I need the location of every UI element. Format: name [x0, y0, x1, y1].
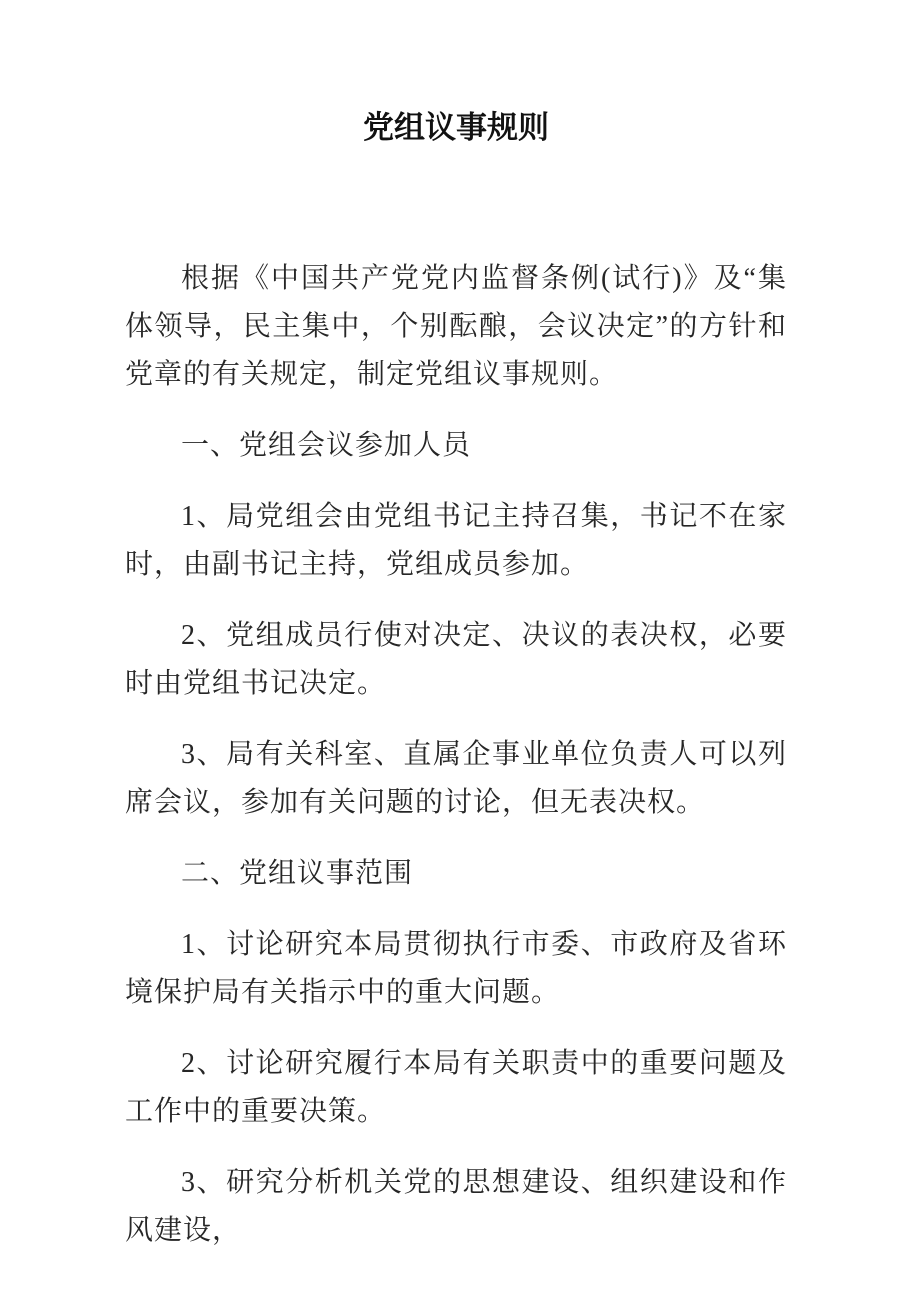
heading-section-2: 二、党组议事范围	[181, 858, 414, 889]
paragraph-1-1: 1、局党组会由党组书记主持召集，书记不在家时，由副书记主持，党组成员参加。	[125, 501, 787, 580]
paragraph-1-3: 3、局有关科室、直属企事业单位负责人可以列席会议，参加有关问题的讨论，但无表决权。	[125, 739, 787, 818]
paragraph-intro: 根据《中国共产党党内监督条例(试行)》及“集体领导，民主集中，个别酝酿，会议决定”的方针和党章的有关规定，制定党组议事规则。	[125, 263, 787, 390]
heading-section-1: 一、党组会议参加人员	[181, 430, 472, 461]
paragraph-2-1: 1、讨论研究本局贯彻执行市委、市政府及省环境保护局有关指示中的重大问题。	[125, 929, 787, 1008]
paragraph-2-2: 2、讨论研究履行本局有关职责中的重要问题及工作中的重要决策。	[125, 1048, 787, 1127]
document-body	[125, 255, 787, 1255]
paragraph-1-2: 2、党组成员行使对决定、决议的表决权，必要时由党组书记决定。	[125, 620, 787, 699]
page-title: 党组议事规则	[363, 110, 549, 145]
paragraph-2-3: 3、研究分析机关党的思想建设、组织建设和作风建设，	[125, 1167, 787, 1246]
